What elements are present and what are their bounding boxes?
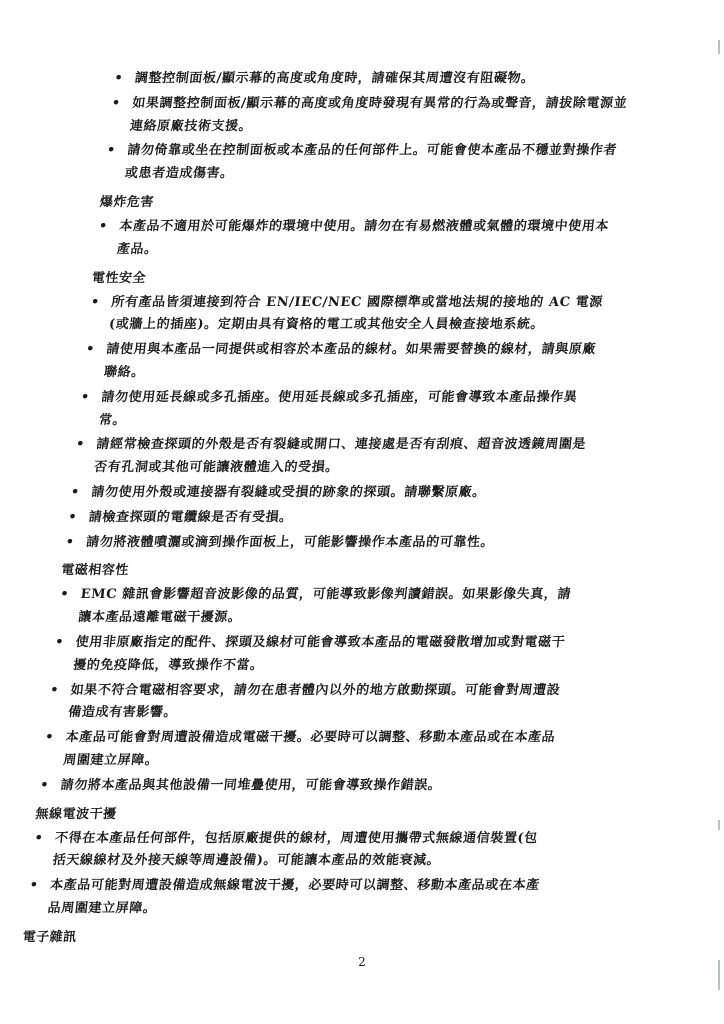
list-item — [53, 584, 578, 630]
list-item — [63, 507, 585, 530]
list-item — [27, 828, 552, 874]
bullet-icon: • — [75, 437, 86, 453]
list-item-text: 調整控制面板/顯示幕的高度或角度時，請確保其周遭沒有阻礙物。 — [134, 71, 536, 86]
document-body — [19, 68, 632, 951]
scan-edge-mark — [718, 960, 720, 990]
scan-edge-mark — [718, 820, 720, 830]
list-item — [100, 140, 625, 186]
list-item — [79, 339, 604, 385]
list-item-text: 本產品不適用於可能爆炸的環境中使用。請勿在有易燃液體或氣體的環境中使用本產品。 — [116, 218, 610, 257]
list-item — [22, 875, 547, 921]
list-item — [74, 387, 599, 433]
list-item-text: 請勿使用延長線或多孔插座。使用延長線或多孔插座，可能會導致本產品操作異常。 — [98, 389, 579, 428]
list-item-text: 請檢查探頭的電纜線是否有受損。 — [87, 509, 294, 525]
bullet-icon: • — [85, 342, 96, 358]
section-heading: 電性安全 — [91, 270, 147, 286]
bullet-list — [22, 828, 552, 921]
section-heading: 無線電波干擾 — [34, 806, 118, 822]
bullet-icon: • — [106, 143, 117, 159]
section — [100, 68, 632, 186]
scan-edge-mark — [718, 40, 720, 54]
list-item-text: 如果調整控制面板/顯示幕的高度或角度時發現有異常的行為或聲音，請拔除電源並連絡原廠技術支援。 — [129, 95, 629, 134]
list-item-text: 請經常檢查探頭的外殼是否有裂縫或開口、連接處是否有刮痕、超音波透鏡周圍是否有孔洞或其他可能讓液體進入的受損。 — [93, 437, 587, 476]
bullet-icon: • — [49, 682, 60, 698]
section — [35, 562, 580, 797]
section — [92, 194, 619, 262]
bullet-list — [35, 584, 577, 797]
list-item-text: 請勿倚靠或坐在控制面板或本產品的任何部件上。可能會使本產品不穩並對操作者或患者造成傷害。 — [124, 143, 618, 182]
list-item — [84, 292, 609, 338]
list-item-text: 請勿將液體噴灑或滴到操作面板上，可能影響操作本產品的可靠性。 — [85, 534, 495, 550]
bullet-icon: • — [90, 294, 101, 310]
bullet-icon: • — [80, 389, 91, 405]
bullet-icon: • — [98, 218, 109, 234]
list-item — [48, 632, 573, 678]
list-item — [105, 93, 630, 139]
section — [61, 270, 611, 555]
list-item-text: 不得在本產品任何部件，包括原廠提供的線材，周遭使用攜帶式無線通信裝置(包括天線線材及外接天線等周邊設備)。可能讓本產品的效能衰減。 — [51, 830, 539, 869]
bullet-icon: • — [28, 878, 40, 894]
list-item-text: 本產品可能對周遭設備造成無線電波干擾，必要時可以調整、移動本產品或在本產品周圍建立屏障。 — [46, 878, 541, 916]
bullet-icon: • — [44, 730, 55, 746]
list-item — [35, 775, 557, 798]
bullet-icon: • — [113, 71, 125, 86]
bullet-icon: • — [70, 484, 81, 500]
bullet-icon: • — [59, 587, 70, 603]
bullet-icon: • — [54, 634, 65, 650]
list-item-text: EMC 雜訊會影響超音波影像的品質，可能導致影像判讀錯誤。如果影像失真，請讓本產品遠離電磁干擾源。 — [77, 587, 572, 626]
list-item — [43, 680, 568, 726]
list-item — [61, 532, 583, 555]
list-item — [69, 434, 594, 480]
section — [20, 929, 542, 947]
section-heading: 電磁相容性 — [60, 563, 130, 579]
list-item-text: 請勿將本產品與其他設備一同堆疊使用，可能會導致操作錯誤。 — [59, 777, 443, 793]
bullet-list — [92, 216, 617, 262]
bullet-icon: • — [39, 777, 50, 793]
section-heading: 電子雜訊 — [21, 929, 78, 945]
list-item-text: 請勿使用外殼或連接器有裂縫或受損的跡象的探頭。請聯繫原廠。 — [90, 484, 487, 500]
section — [22, 806, 554, 921]
bullet-list — [61, 292, 609, 555]
list-item — [38, 727, 563, 773]
list-item-text: 使用非原廠指定的配件、探頭及線材可能會導致本產品的電磁發散增加或對電磁干擾的免疫降低，導致操作不當。 — [72, 634, 567, 673]
bullet-icon: • — [111, 95, 122, 111]
bullet-icon: • — [33, 830, 45, 846]
bullet-icon: • — [64, 534, 76, 550]
list-item — [92, 216, 617, 262]
list-item-text: 本產品可能會對周遭設備造成電磁干擾。必要時可以調整、移動本產品或在本產品周圍建立屏障。 — [62, 730, 557, 768]
list-item-text: 如果不符合電磁相容要求，請勿在患者體內以外的地方啟動探頭。可能會對周遭設備造成有害影響。 — [67, 682, 562, 721]
list-item — [66, 482, 588, 505]
list-item-text: 請使用與本產品一同提供或相容於本產品的線材。如果需要替換的線材，請與原廠聯絡。 — [103, 342, 597, 380]
section-heading: 爆炸危害 — [99, 194, 155, 210]
bullet-list — [100, 68, 632, 186]
list-item-text: 所有產品皆須連接到符合 EN/IEC/NEC 國際標準或當地法規的接地的 AC 電源(或牆上的插座)。定期由具有資格的電工或其他安全人員檢查接地系統。 — [108, 294, 604, 333]
bullet-icon: • — [67, 509, 79, 525]
page-number: 2 — [358, 955, 366, 969]
list-item — [110, 68, 632, 91]
